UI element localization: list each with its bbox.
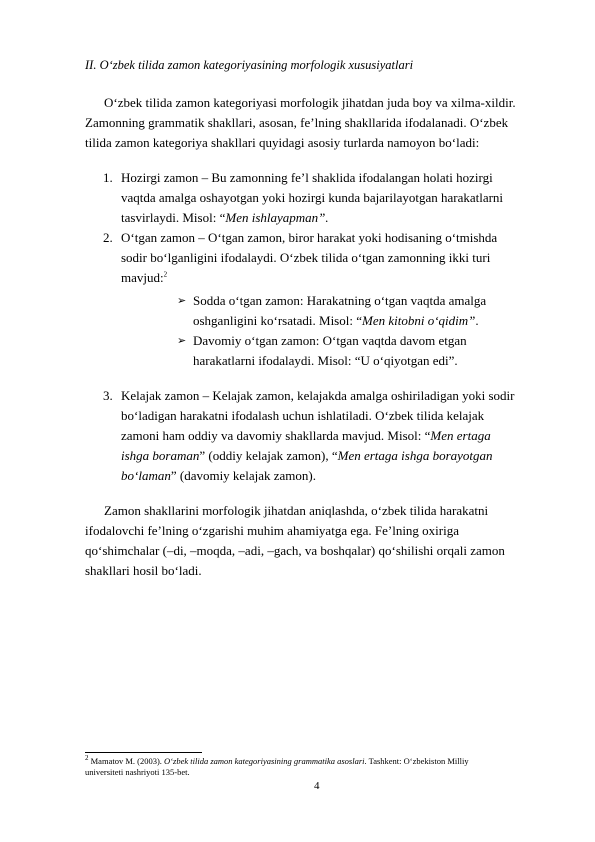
closing-line-2: ifodalovchi fe’lning o‘zgarishi muhim ahamiyatga ega. Fe’lning oxiriga — [85, 523, 460, 538]
section-heading: II. O‘zbek tilida zamon kategoriyasining morfologik xususiyatlari — [85, 58, 414, 72]
bullet-arrow-icon: ➢ — [177, 295, 187, 307]
item-1-line-1: Hozirgi zamon – Bu zamonning fe’l shaklida ifodalangan holati hozirgi — [121, 170, 493, 185]
subitem-1-line-1: Sodda o‘tgan zamon: Harakatning o‘tgan vaqtda amalga — [193, 293, 487, 308]
intro-line-3: tilida zamon kategoriya shakllari quyidagi asosiy turlarda namoyon bo‘ladi: — [85, 135, 480, 150]
item-3-line-3: zamoni ham oddiy va davomiy shakllarda mavjud. Misol: “Men ertaga — [121, 428, 491, 443]
item-3-line-5: bo‘laman” (davomiy kelajak zamon). — [121, 468, 316, 483]
closing-line-3: qo‘shimchalar (–di, –moqda, –adi, –gach, va boshqalar) qo‘shilishi orqali zamon — [85, 543, 505, 558]
subitem-2-line-2: harakatlarni ifodalaydi. Misol: “U o‘qiyotgan edi”. — [193, 353, 458, 368]
item-1-line-2: vaqtda amalga oshayotgan yoki hozirgi kunda bajarilayotgan harakatlarni — [121, 190, 504, 205]
intro-line-2: Zamonning grammatik shakllari, asosan, fe’lning shakllarida ifodalanadi. O‘zbek — [85, 115, 509, 130]
subitem-2-line-1: Davomiy o‘tgan zamon: O‘tgan vaqtda davom etgan — [193, 333, 467, 348]
footnote-line-1: $^2$ Mamatov M. (2003). O‘zbek tilida zamon kategoriyasining grammatika asoslari. Tashkent: O‘zbekiston Milliy — [85, 754, 469, 766]
footnote-line-2: universiteti nashriyoti 135-bet. — [85, 767, 190, 777]
item-1-line-3: tasvirlaydi. Misol: “Men ishlayapman”. — [121, 210, 329, 225]
subitem-1-line-2: oshganligini ko‘rsatadi. Misol: “Men kitobni o‘qidim”. — [193, 313, 479, 328]
item-3-line-4: ishga boraman” (oddiy kelajak zamon), “Men ertaga ishga borayotgan — [121, 448, 493, 463]
footnote-divider — [85, 752, 202, 753]
closing-line-4: shakllari hosil bo‘ladi. — [85, 563, 202, 578]
item-2-line-1: O‘tgan zamon – O‘tgan zamon, biror harakat yoki hodisaning o‘tmishda — [121, 230, 498, 245]
page-number: 4 — [314, 780, 320, 792]
item-3-line-1: Kelajak zamon – Kelajak zamon, kelajakda amalga oshiriladigan yoki sodir — [121, 388, 515, 403]
bullet-arrow-icon: ➢ — [177, 335, 187, 347]
list-number-3: 3. — [103, 388, 113, 403]
item-2-line-2: sodir bo‘lganligini ifodalaydi. O‘zbek tilida o‘tgan zamonning ikki turi — [121, 250, 491, 265]
item-3-line-2: bo‘ladigan harakatni ifodalash uchun ishlatiladi. O‘zbek tilida kelajak — [121, 408, 485, 423]
list-number-2: 2. — [103, 230, 113, 245]
closing-line-1: Zamon shakllarini morfologik jihatdan aniqlashda, o‘zbek tilida harakatni — [104, 503, 489, 518]
footnote-ref: 2 — [163, 270, 168, 279]
list-number-1: 1. — [103, 170, 113, 185]
item-2-line-3: mavjud:$^2$ — [121, 270, 168, 285]
intro-line-1: O‘zbek tilida zamon kategoriyasi morfologik jihatdan juda boy va xilma-xildir. — [104, 95, 516, 110]
